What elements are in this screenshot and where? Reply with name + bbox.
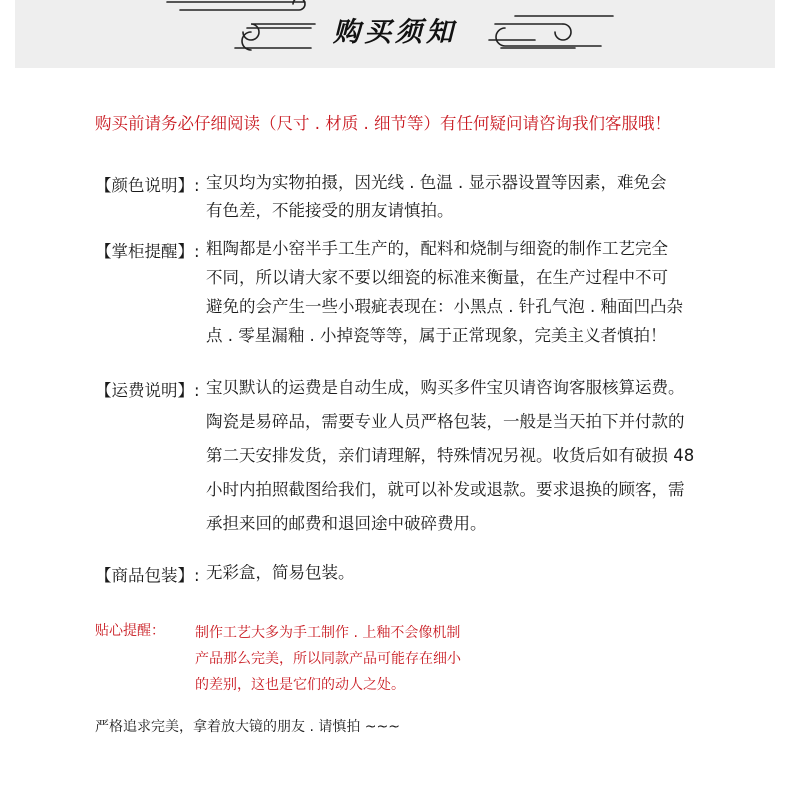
section-line: 宝贝默认的运费是自动生成，购买多件宝贝请咨询客服核算运费。 xyxy=(206,378,685,397)
section-line: 第二天安排发货，亲们请理解，特殊情况另视。收货后如有破损 48 xyxy=(206,446,695,465)
footer-note: 严格追求完美，拿着放大镜的朋友 . 请慎拍 ~~~ xyxy=(95,719,400,735)
section-body xyxy=(206,562,355,586)
purchase-notice: 购买前请务必仔细阅读（尺寸 . 材质 . 细节等）有任何疑问请咨询我们客服哦！ xyxy=(95,114,671,133)
reminder-label: 贴心提醒： xyxy=(95,623,165,639)
section-line: 承担来回的邮费和退回途中破碎费用。 xyxy=(206,514,487,533)
section-label: 【掌柜提醒】: xyxy=(95,242,200,261)
section-line: 无彩盒，简易包装。 xyxy=(206,563,355,582)
section-body xyxy=(206,172,666,228)
section-label: 【运费说明】: xyxy=(95,381,200,400)
section-line: 小时内拍照截图给我们，就可以补发或退款。要求退换的顾客，需 xyxy=(206,480,685,499)
section-label: 【颜色说明】: xyxy=(95,176,200,195)
section-line: 避免的会产生一些小瑕疵表现在：小黑点 . 针孔气泡 . 釉面凹凸杂 xyxy=(206,297,683,316)
reminder-line: 的差别，这也是它们的动人之处。 xyxy=(195,677,405,693)
section-line: 宝贝均为实物拍摄，因光线 . 色温 . 显示器设置等因素，难免会 xyxy=(206,173,667,192)
reminder-line: 产品那么完美，所以同款产品可能存在细小 xyxy=(195,651,461,667)
section-line: 点 . 零星漏釉 . 小掉瓷等等，属于正常现象，完美主义者慎拍！ xyxy=(206,326,667,345)
section-line: 陶瓷是易碎品，需要专业人员严格包装，一般是当天拍下并付款的 xyxy=(206,412,685,431)
banner-title: 购买须知 xyxy=(333,17,457,48)
section-body xyxy=(206,377,694,547)
reminder-body xyxy=(195,620,461,698)
section-label: 【商品包装】: xyxy=(95,566,200,585)
section-line: 有色差，不能接受的朋友请慎拍。 xyxy=(206,201,454,220)
section-body xyxy=(206,238,683,354)
section-line: 不同，所以请大家不要以细瓷的标准来衡量，在生产过程中不可 xyxy=(206,268,668,287)
header-banner xyxy=(15,0,775,68)
section-line: 粗陶都是小窑半手工生产的，配料和烧制与细瓷的制作工艺完全 xyxy=(206,239,668,258)
reminder-line: 制作工艺大多为手工制作 . 上釉不会像机制 xyxy=(195,625,461,641)
